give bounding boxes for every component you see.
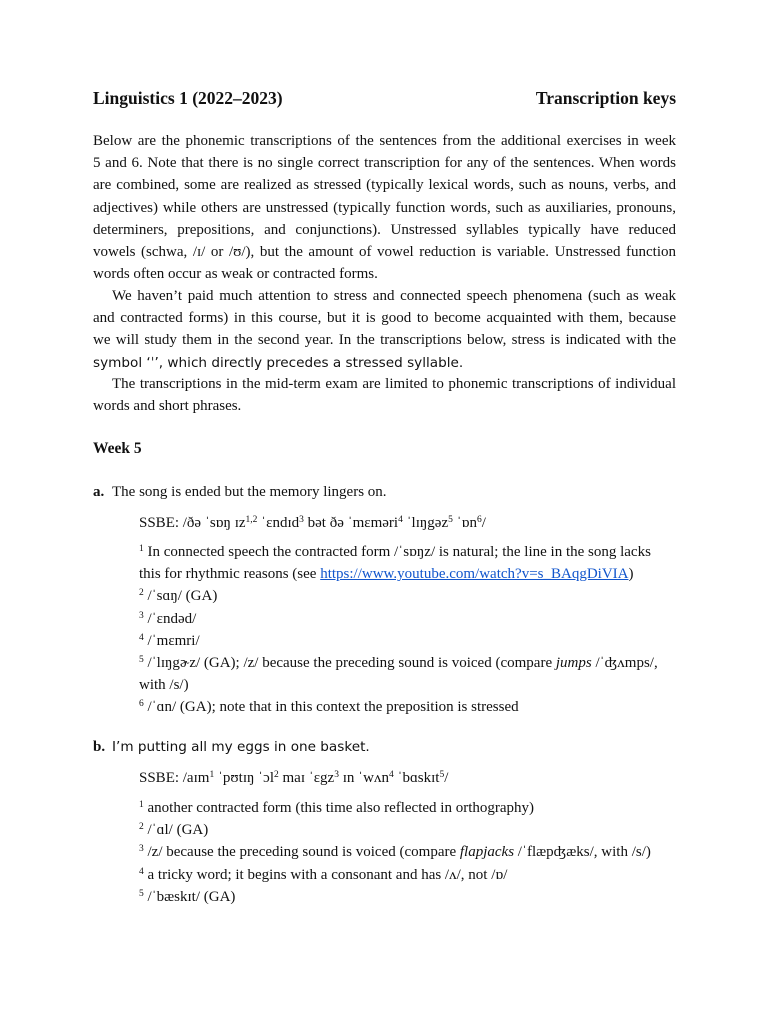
text-line: Below are the phonemic transcriptions of the sentences from the additional exercises in week	[93, 133, 676, 149]
footnote-ref: 1	[209, 770, 215, 780]
item-sentence: I’m putting all my eggs in one basket.	[112, 739, 370, 755]
footnote-text: /ˈsɑŋ/ (GA)	[143, 588, 218, 605]
transcription-text: ˈbɑskɪt	[393, 770, 440, 786]
footnote-1-cont	[139, 563, 658, 585]
footnote-4	[139, 864, 651, 886]
text-line: words and short phrases.	[93, 398, 242, 415]
footnote-3	[139, 608, 658, 630]
text-line: 5 and 6. Note that there is no single correct transcription for any of the sentences. When words	[93, 155, 676, 172]
transcription-text: ɪn ˈwʌn	[338, 770, 389, 786]
transcription-text: ˈɛndɪd	[257, 515, 300, 531]
footnote-text: /ˈɑn/ (GA); note that in this context the preposition is stressed	[143, 699, 519, 716]
item-label: a.	[93, 484, 105, 500]
youtube-link[interactable]: https://www.youtube.com/watch?v=s_BAqgDiVIA	[320, 566, 629, 583]
footnote-text: another contracted form (this time also reflected in orthography)	[143, 800, 535, 816]
footnotes-a	[139, 541, 658, 719]
footnote-5	[139, 652, 658, 674]
text-line: vowels (schwa, /ɪ/ or /ʊ/), but the amount of vowel reduction is variable. Unstressed function	[93, 244, 676, 261]
transcription-text: /	[444, 770, 449, 786]
footnote-ref: 3	[334, 770, 339, 780]
intro-paragraph-1	[93, 130, 676, 285]
footnote-6	[139, 696, 658, 718]
footnote-ref: 4	[398, 515, 403, 525]
footnote-ref: 6	[476, 515, 482, 525]
footnote-text: /ˈʤʌmps/,	[591, 655, 658, 672]
footnote-number: 2	[139, 588, 144, 599]
intro-paragraph-2	[93, 285, 676, 374]
course-title: Linguistics 1 (2022–2023)	[93, 88, 283, 108]
ssbe-transcription-b	[139, 767, 448, 789]
text-line: determiners, prepositions, and conjunctions). Unstressed syllables typically have reduced	[93, 221, 676, 238]
footnote-text: /ˈmɛmri/	[143, 632, 200, 649]
page-header	[93, 88, 676, 112]
text-line: words often occur as weak or contracted forms.	[93, 266, 378, 283]
footnote-text: )	[628, 566, 634, 583]
footnote-3	[139, 841, 651, 863]
footnote-text: /ˈɛndəd/	[143, 610, 197, 627]
text-line: symbol ‘ˈ’, which directly precedes a stressed syllable.	[93, 354, 464, 371]
intro-paragraph-3	[93, 373, 676, 417]
exercise-item-b	[93, 739, 370, 756]
footnote-ref: 5	[439, 770, 445, 780]
footnote-1	[139, 541, 658, 563]
transcription-text: SSBE: /aɪm	[139, 770, 210, 786]
footnote-italic: jumps	[555, 655, 592, 672]
footnote-text: with /s/)	[139, 677, 189, 694]
footnote-number: 6	[139, 699, 144, 710]
footnote-text: /ˈbæskɪt/ (GA)	[143, 888, 236, 905]
transcription-text: ˈpʊtɪŋ ˈɔl	[214, 770, 274, 786]
footnote-text: /ˈlɪŋgɚz/ (GA); /z/ because the preceding sound is voiced (compare	[143, 655, 556, 672]
transcription-text: /	[481, 515, 486, 531]
footnote-number: 5	[139, 655, 144, 666]
text-line: adjectives) while others are unstressed (typically function words, such as auxiliaries, pronouns,	[93, 199, 676, 216]
transcription-text: SSBE: /ðə ˈsɒŋ ɪz	[139, 515, 246, 531]
footnote-1	[139, 797, 651, 819]
footnote-text: /ˈɑl/ (GA)	[143, 822, 209, 839]
footnote-number: 4	[139, 866, 144, 877]
footnote-ref: 3	[299, 515, 304, 525]
footnote-number: 1	[139, 544, 144, 554]
footnote-text: In connected speech the contracted form /ˈsɒŋz/ is natural; the line in the song lacks	[143, 544, 651, 560]
transcription-text: ˈlɪŋgəz	[402, 515, 449, 531]
ssbe-transcription-a	[139, 512, 486, 534]
footnote-text: /z/ because the preceding sound is voiced (compare	[143, 844, 460, 861]
footnote-text: /ˈflæpʤæks/, with /s/)	[514, 844, 651, 861]
text-line: are combined, some are realized as stressed (typically lexical words, such as nouns, verbs, and	[93, 177, 676, 194]
exercise-item-a	[93, 484, 387, 501]
footnote-ref: 1,2	[245, 515, 258, 525]
footnotes-b	[139, 797, 651, 908]
footnote-number: 1	[139, 800, 144, 810]
footnote-text: this for rhythmic reasons (see	[139, 566, 321, 583]
transcription-text: bət ðə ˈmɛməri	[303, 515, 399, 531]
transcription-text: ˈɒn	[452, 515, 477, 531]
footnote-italic: flapjacks	[459, 844, 515, 861]
footnote-number: 5	[139, 888, 144, 899]
footnote-2	[139, 585, 658, 607]
footnote-number: 2	[139, 822, 144, 833]
footnote-number: 4	[139, 632, 144, 643]
item-sentence: The song is ended but the memory lingers on.	[112, 484, 387, 500]
text-line: we will study them in the second year. In the transcriptions below, stress is indicated with the	[93, 332, 676, 349]
footnote-text: a tricky word; it begins with a consonant and has /ʌ/, not /ɒ/	[143, 866, 508, 883]
footnote-2	[139, 819, 651, 841]
footnote-4	[139, 630, 658, 652]
text-line: We haven’t paid much attention to stress and connected speech phenomena (such as weak	[112, 288, 676, 304]
footnote-ref: 4	[388, 770, 394, 780]
footnote-number: 3	[139, 610, 144, 621]
section-heading-week5: Week 5	[93, 440, 142, 457]
footnote-number: 3	[139, 844, 144, 855]
item-label: b.	[93, 739, 106, 755]
document-title: Transcription keys	[535, 88, 676, 108]
text-line: and contracted forms) in this course, but it is good to become acquainted with them, because	[93, 310, 676, 327]
footnote-5-cont	[139, 674, 658, 696]
footnote-ref: 5	[448, 515, 453, 525]
text-line: The transcriptions in the mid-term exam are limited to phonemic transcriptions of individual	[112, 376, 676, 392]
transcription-text: maɪ ˈɛgz	[278, 770, 335, 786]
footnote-ref: 2	[274, 770, 279, 780]
footnote-5	[139, 886, 651, 908]
